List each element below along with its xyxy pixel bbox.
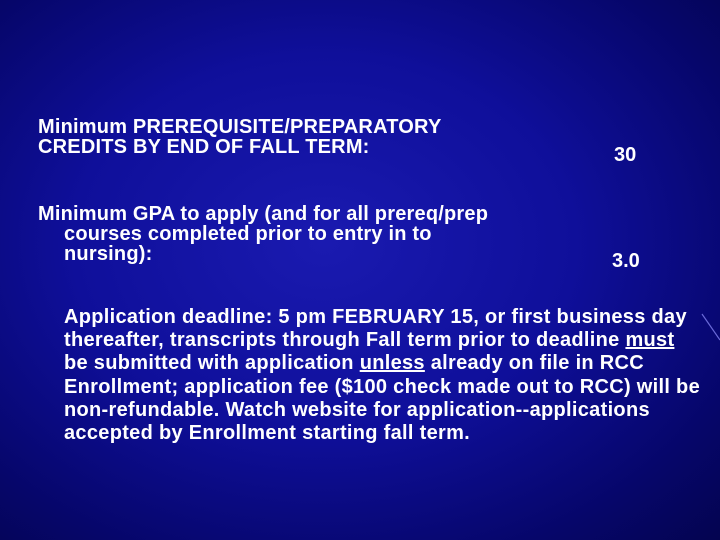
minimum-gpa-label — [38, 204, 488, 264]
deadline-text-part-1: Application deadline: 5 pm FEBRUARY 15, or first business day thereafter, transcripts through Fall term prior to deadline — [64, 306, 687, 352]
gpa-label-line-1: Minimum GPA to apply (and for all prereq/prep — [38, 203, 489, 225]
deadline-text-part-2: be submitted with application — [64, 352, 360, 375]
gpa-label-line-2: courses completed prior to entry in to — [64, 223, 432, 245]
prerequisite-credits-value: 30 — [614, 144, 637, 166]
application-deadline-paragraph — [64, 306, 704, 445]
minimum-gpa-value: 3.0 — [612, 250, 640, 272]
deadline-emphasis-must: must — [625, 329, 675, 352]
gpa-label-line-3: nursing): — [64, 243, 153, 265]
prerequisite-label-line-1: Minimum PREREQUISITE/PREPARATORY — [38, 116, 442, 138]
prerequisite-credits-label — [38, 117, 441, 157]
deadline-text-part-3: already on file in RCC Enrollment; application fee ($100 check made out to RCC) will be non-refundable. Watch website for application--applications accepted by Enrollment starting fall term. — [64, 352, 700, 445]
deadline-emphasis-unless: unless — [359, 352, 425, 375]
prerequisite-label-line-2: CREDITS BY END OF FALL TERM: — [38, 136, 370, 158]
